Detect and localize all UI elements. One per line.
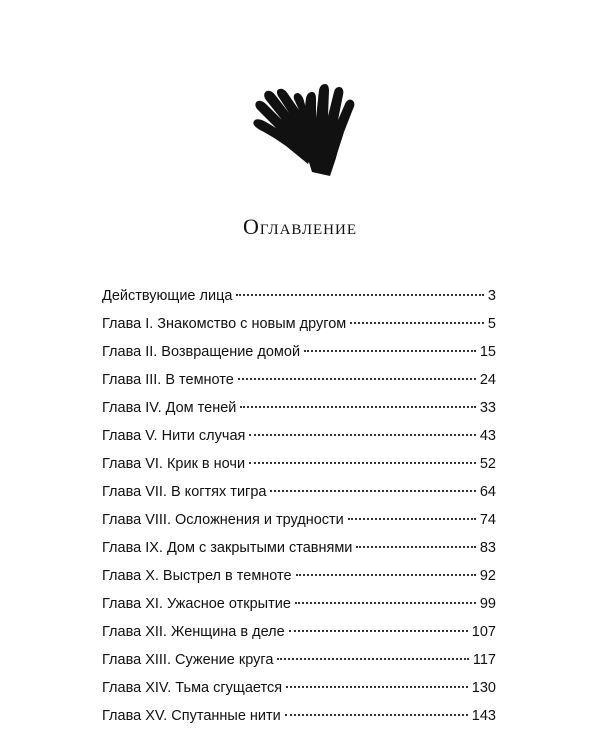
toc-entry-title: Действующие лица — [102, 288, 233, 304]
dot-leader — [348, 518, 476, 520]
toc-entry-title: Глава I. Знакомство с новым другом — [102, 316, 347, 332]
toc-entry — [102, 624, 496, 652]
toc-entry — [102, 596, 496, 624]
dot-leader — [240, 406, 475, 408]
toc-entry-title: Глава VIII. Осложнения и трудности — [102, 512, 344, 528]
toc-entry-page-number: 99 — [479, 596, 496, 612]
toc-entry-page-number: 83 — [479, 540, 496, 556]
toc-entry — [102, 316, 496, 344]
toc-entry-page-number: 33 — [479, 400, 496, 416]
dot-leader — [249, 462, 476, 464]
dot-leader — [289, 630, 468, 632]
table-of-contents — [102, 288, 496, 736]
dot-leader — [249, 434, 475, 436]
toc-entry-page-number: 74 — [479, 512, 496, 528]
toc-entry-page-number: 92 — [479, 568, 496, 584]
dot-leader — [356, 546, 475, 548]
dot-leader — [285, 714, 468, 716]
gloves-icon — [246, 84, 358, 176]
toc-entry-title: Глава X. Выстрел в темноте — [102, 568, 292, 584]
toc-entry — [102, 484, 496, 512]
page-title: Оглавление — [242, 214, 358, 239]
toc-entry — [102, 652, 496, 680]
toc-entry-title: Глава XIII. Сужение круга — [102, 652, 274, 668]
toc-entry — [102, 456, 496, 484]
toc-entry-page-number: 107 — [471, 624, 496, 640]
toc-entry-page-number: 5 — [487, 316, 496, 332]
toc-entry — [102, 540, 496, 568]
toc-entry-title: Глава XIV. Тьма сгущается — [102, 680, 283, 696]
dot-leader — [296, 574, 476, 576]
dot-leader — [295, 602, 476, 604]
toc-entry-title: Глава VI. Крик в ночи — [102, 456, 246, 472]
dot-leader — [286, 686, 468, 688]
toc-entry — [102, 400, 496, 428]
dot-leader — [277, 658, 468, 660]
toc-entry-title: Глава IX. Дом с закрытыми ставнями — [102, 540, 353, 556]
toc-entry — [102, 428, 496, 456]
toc-entry-title: Глава II. Возвращение домой — [102, 344, 301, 360]
toc-entry-title: Глава XII. Женщина в деле — [102, 624, 285, 640]
toc-entry — [102, 680, 496, 708]
toc-entry-title: Глава III. В темноте — [102, 372, 234, 388]
toc-entry-page-number: 117 — [472, 652, 496, 668]
toc-entry-page-number: 3 — [487, 288, 496, 304]
dot-leader — [270, 490, 475, 492]
dot-leader — [304, 350, 476, 352]
toc-entry — [102, 568, 496, 596]
toc-entry-page-number: 52 — [479, 456, 496, 472]
toc-entry-page-number: 130 — [471, 680, 496, 696]
toc-entry — [102, 708, 496, 736]
toc-entry — [102, 288, 496, 316]
toc-entry-page-number: 43 — [479, 428, 496, 444]
toc-entry-page-number: 64 — [479, 484, 496, 500]
toc-entry-page-number: 143 — [471, 708, 496, 724]
toc-entry-title: Глава VII. В когтях тигра — [102, 484, 267, 500]
toc-entry — [102, 372, 496, 400]
toc-entry-page-number: 24 — [479, 372, 496, 388]
toc-entry-title: Глава XI. Ужасное открытие — [102, 596, 291, 612]
dot-leader — [236, 294, 483, 296]
toc-entry-title: Глава IV. Дом теней — [102, 400, 237, 416]
toc-entry-title: Глава V. Нити случая — [102, 428, 246, 444]
toc-entry — [102, 344, 496, 372]
toc-entry — [102, 512, 496, 540]
dot-leader — [350, 322, 484, 324]
dot-leader — [238, 378, 476, 380]
toc-entry-title: Глава XV. Спутанные нити — [102, 708, 281, 724]
toc-entry-page-number: 15 — [479, 344, 496, 360]
